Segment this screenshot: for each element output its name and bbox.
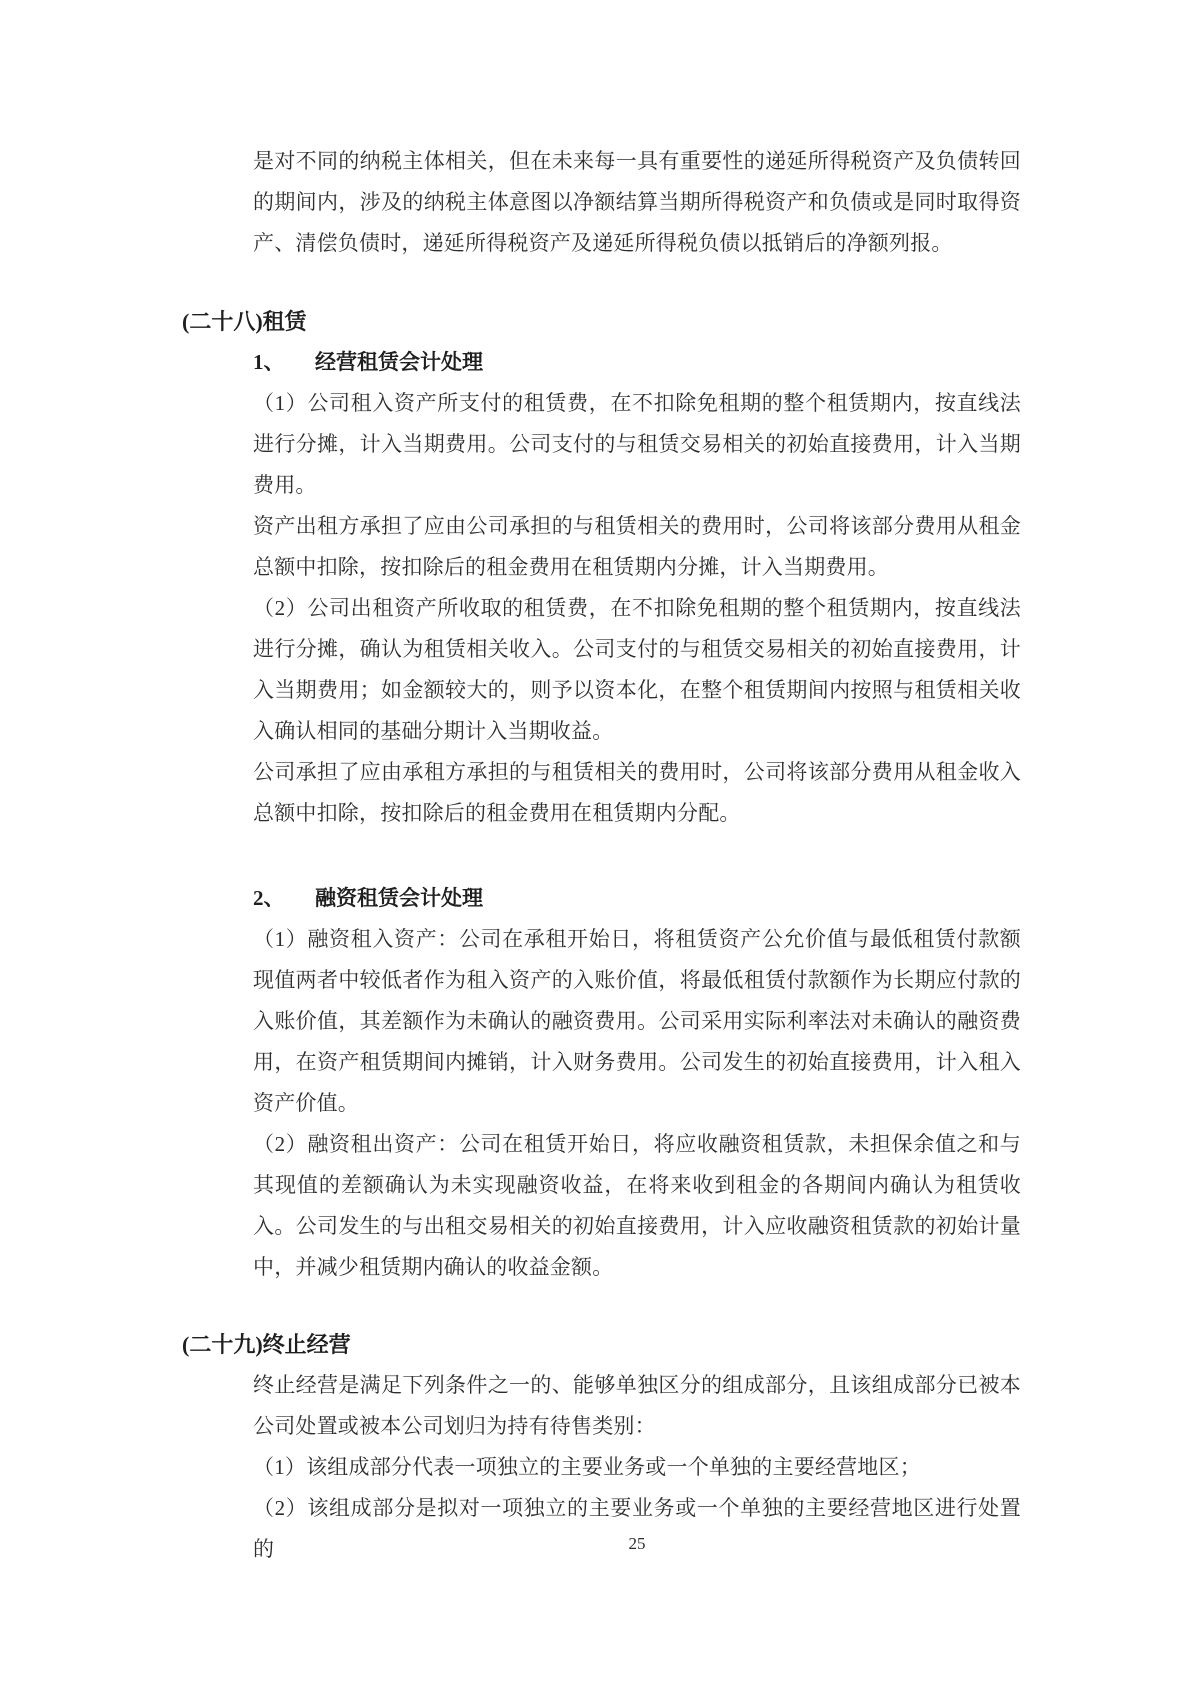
paragraph: （2）该组成部分是拟对一项独立的主要业务或一个单独的主要经营地区进行处置的: [253, 1496, 1021, 1561]
paragraph: （2）公司出租资产所收取的租赁费，在不扣除免租期的整个租赁期内，按直线法进行分摊，确认为租赁相关收入。公司支付的与租赁交易相关的初始直接费用，计入当期费用；如金额较大的，则予以资本化，在整个租赁期间内按照与租赁相关收入确认相同的基础分期计入当期收益。: [253, 596, 1021, 743]
page-number: 25: [628, 1534, 646, 1553]
document-content: [182, 141, 1021, 1570]
subsection-1-title: 经营租赁会计处理: [315, 350, 483, 374]
paragraph: 公司承担了应由承租方承担的与租赁相关的费用时，公司将该部分费用从租金收入总额中扣除，按扣除后的租金费用在租赁期内分配。: [253, 760, 1021, 825]
subsection-1: [253, 342, 1021, 834]
subsection-2: [253, 878, 1021, 1288]
intro-paragraph: 是对不同的纳税主体相关，但在未来每一具有重要性的递延所得税资产及负债转回的期间内，涉及的纳税主体意图以净额结算当期所得税资产和负债或是同时取得资产、清偿负债时，递延所得税资产及递延所得税负债以抵销后的净额列报。: [253, 149, 1021, 255]
subsection-2-heading: [253, 878, 1021, 919]
paragraph: （1）该组成部分代表一项独立的主要业务或一个单独的主要经营地区；: [253, 1455, 921, 1479]
paragraph: （1）融资租入资产：公司在承租开始日，将租赁资产公允价值与最低租赁付款额现值两者中较低者作为租入资产的入账价值，将最低租赁付款额作为长期应付款的入账价值，其差额作为未确认的融资费用。公司采用实际利率法对未确认的融资费用，在资产租赁期间内摊销，计入财务费用。公司发生的初始直接费用，计入租入资产价值。: [253, 927, 1021, 1115]
subsection-2-title: 融资租赁会计处理: [315, 886, 483, 910]
paragraph: 资产出租方承担了应由公司承担的与租赁相关的费用时，公司将该部分费用从租金总额中扣除，按扣除后的租金费用在租赁期内分摊，计入当期费用。: [253, 514, 1021, 579]
paragraph: （1）公司租入资产所支付的租赁费，在不扣除免租期的整个租赁期内，按直线法进行分摊，计入当期费用。公司支付的与租赁交易相关的初始直接费用，计入当期费用。: [253, 391, 1021, 497]
subsection-1-number: 1、: [253, 350, 285, 374]
paragraph: 终止经营是满足下列条件之一的、能够单独区分的组成部分，且该组成部分已被本公司处置或被本公司划归为持有待售类别：: [253, 1373, 1021, 1438]
section-29-heading: (二十九)终止经营: [182, 1332, 351, 1357]
subsection-2-number: 2、: [253, 886, 285, 910]
paragraph: （2）融资租出资产：公司在租赁开始日，将应收融资租赁款，未担保余值之和与其现值的差额确认为未实现融资收益，在将来收到租金的各期间内确认为租赁收入。公司发生的与出租交易相关的初始直接费用，计入应收融资租赁款的初始计量中，并减少租赁期内确认的收益金额。: [253, 1132, 1021, 1279]
subsection-1-heading: [253, 342, 1021, 383]
section-28-heading: (二十八)租赁: [182, 309, 307, 334]
